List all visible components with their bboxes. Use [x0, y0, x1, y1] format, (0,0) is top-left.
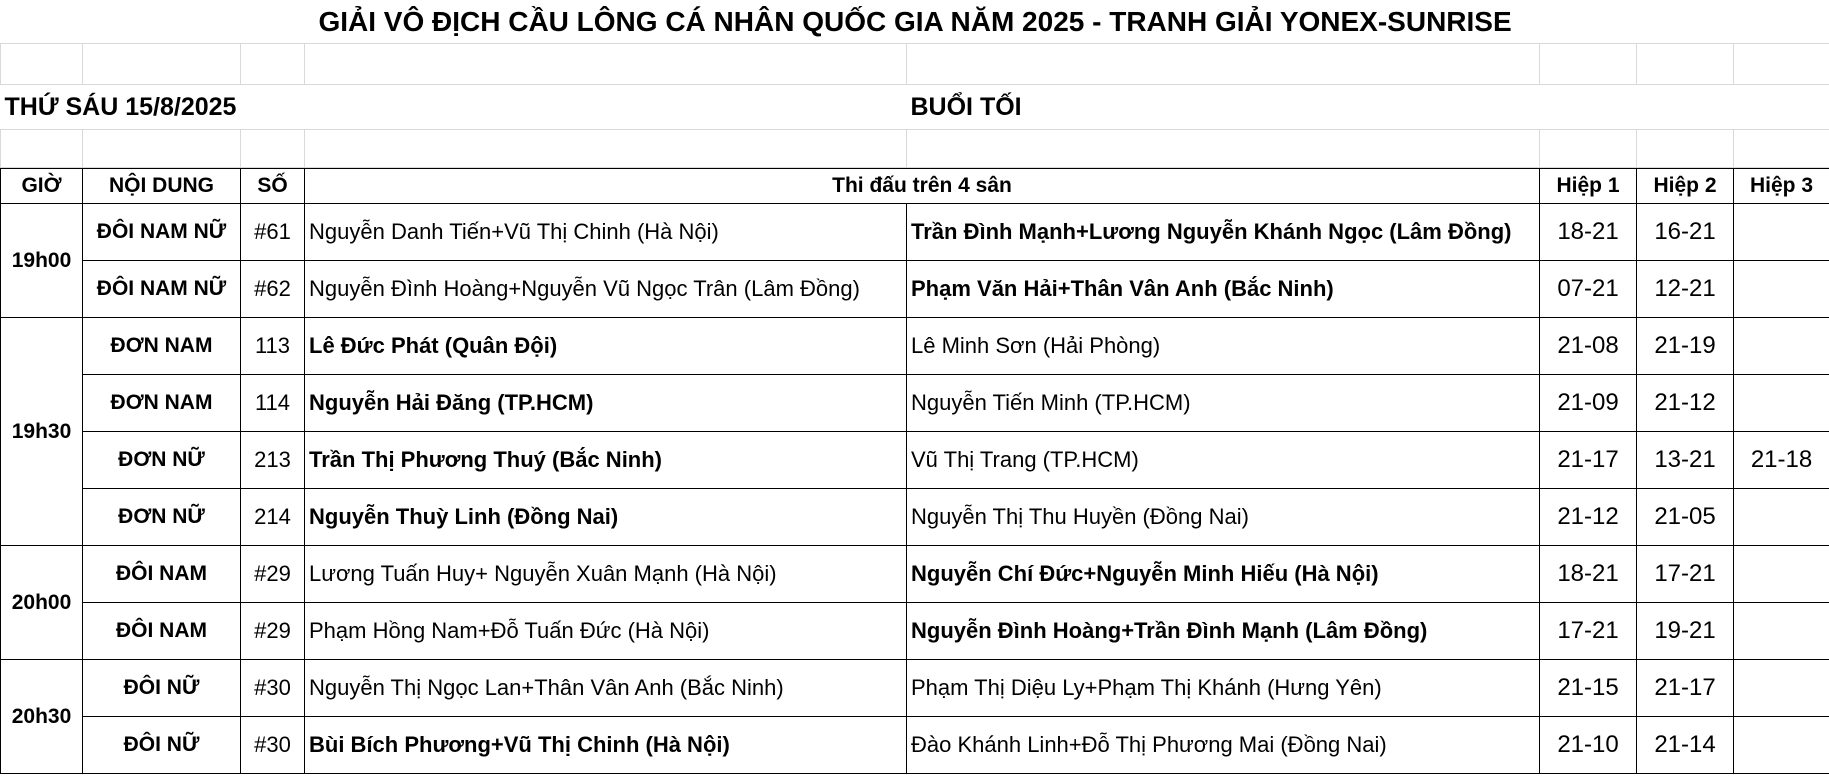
cell[interactable]: [1540, 130, 1637, 168]
cell[interactable]: [83, 130, 241, 168]
match-number[interactable]: #30: [241, 660, 305, 717]
cell[interactable]: [907, 44, 1540, 85]
cell: [305, 85, 907, 130]
player1-cell[interactable]: Nguyễn Danh Tiến+Vũ Thị Chinh (Hà Nội): [305, 204, 907, 261]
cell[interactable]: [305, 130, 907, 168]
set3-score[interactable]: [1734, 717, 1829, 774]
player1-cell[interactable]: Lương Tuấn Huy+ Nguyễn Xuân Mạnh (Hà Nội): [305, 546, 907, 603]
page-title: GIẢI VÔ ĐỊCH CẦU LÔNG CÁ NHÂN QUỐC GIA NĂM 2025 - TRANH GIẢI YONEX-SUNRISE: [318, 5, 1512, 37]
table-row: [1, 204, 1829, 261]
table-row: [1, 375, 1829, 432]
header-area: [0, 0, 1829, 168]
set1-score[interactable]: 21-10: [1540, 717, 1637, 774]
header-set1: Hiệp 1: [1540, 169, 1637, 204]
table-row: [1, 603, 1829, 660]
player2-cell[interactable]: Lê Minh Sơn (Hải Phòng): [907, 318, 1540, 375]
set2-score[interactable]: 12-21: [1637, 261, 1734, 318]
event-cell[interactable]: ĐÔI NỮ: [83, 717, 241, 774]
header-time: GIỜ: [1, 169, 83, 204]
player1-cell[interactable]: Lê Đức Phát (Quân Đội): [305, 318, 907, 375]
player2-cell[interactable]: Vũ Thị Trang (TP.HCM): [907, 432, 1540, 489]
event-cell[interactable]: ĐÔI NAM: [83, 546, 241, 603]
event-cell[interactable]: ĐÔI NAM NỮ: [83, 261, 241, 318]
set1-score[interactable]: 21-17: [1540, 432, 1637, 489]
player1-cell[interactable]: Nguyễn Đình Hoàng+Nguyễn Vũ Ngọc Trân (Lâm Đồng): [305, 261, 907, 318]
set3-score[interactable]: [1734, 318, 1829, 375]
set1-score[interactable]: 18-21: [1540, 204, 1637, 261]
header-set2: Hiệp 2: [1637, 169, 1734, 204]
set1-score[interactable]: 18-21: [1540, 546, 1637, 603]
event-cell[interactable]: ĐƠN NAM: [83, 318, 241, 375]
cell[interactable]: [1734, 44, 1829, 85]
event-cell[interactable]: ĐƠN NỮ: [83, 432, 241, 489]
table-row: [1, 717, 1829, 774]
header-event: NỘI DUNG: [83, 169, 241, 204]
player1-cell[interactable]: Nguyễn Thị Ngọc Lan+Thân Vân Anh (Bắc Ninh): [305, 660, 907, 717]
set1-score[interactable]: 21-15: [1540, 660, 1637, 717]
cell[interactable]: [1637, 130, 1734, 168]
set2-score[interactable]: 21-14: [1637, 717, 1734, 774]
event-cell[interactable]: ĐÔI NAM: [83, 603, 241, 660]
set1-score[interactable]: 17-21: [1540, 603, 1637, 660]
set1-score[interactable]: 07-21: [1540, 261, 1637, 318]
table-header: [1, 169, 1829, 204]
set3-score[interactable]: [1734, 375, 1829, 432]
player2-cell[interactable]: Nguyễn Thị Thu Huyền (Đồng Nai): [907, 489, 1540, 546]
set3-score[interactable]: [1734, 660, 1829, 717]
cell[interactable]: [1, 44, 83, 85]
set3-score[interactable]: [1734, 489, 1829, 546]
player1-cell[interactable]: Phạm Hồng Nam+Đỗ Tuấn Đức (Hà Nội): [305, 603, 907, 660]
event-cell[interactable]: ĐƠN NỮ: [83, 489, 241, 546]
table-row: [1, 660, 1829, 717]
set2-score[interactable]: 21-12: [1637, 375, 1734, 432]
player2-cell[interactable]: Đào Khánh Linh+Đỗ Thị Phương Mai (Đồng Nai): [907, 717, 1540, 774]
player1-cell[interactable]: Nguyễn Hải Đăng (TP.HCM): [305, 375, 907, 432]
time-cell[interactable]: 20h30: [1, 660, 83, 774]
player2-cell[interactable]: Phạm Văn Hải+Thân Vân Anh (Bắc Ninh): [907, 261, 1540, 318]
set3-score[interactable]: [1734, 261, 1829, 318]
match-number[interactable]: #62: [241, 261, 305, 318]
player2-cell[interactable]: Phạm Thị Diệu Ly+Phạm Thị Khánh (Hưng Yên): [907, 660, 1540, 717]
event-cell[interactable]: ĐÔI NỮ: [83, 660, 241, 717]
match-number[interactable]: 214: [241, 489, 305, 546]
set3-score[interactable]: 21-18: [1734, 432, 1829, 489]
player2-cell[interactable]: Nguyễn Đình Hoàng+Trần Đình Mạnh (Lâm Đồng): [907, 603, 1540, 660]
schedule-table: [0, 168, 1829, 774]
cell[interactable]: [241, 130, 305, 168]
player2-cell[interactable]: Trần Đình Mạnh+Lương Nguyễn Khánh Ngọc (Lâm Đồng): [907, 204, 1540, 261]
table-row: [1, 318, 1829, 375]
time-cell[interactable]: 19h00: [1, 204, 83, 318]
table-row: [1, 261, 1829, 318]
header-set3: Hiệp 3: [1734, 169, 1829, 204]
cell[interactable]: [1540, 44, 1637, 85]
player1-cell[interactable]: Nguyễn Thuỳ Linh (Đồng Nai): [305, 489, 907, 546]
table-row: [1, 546, 1829, 603]
set1-score[interactable]: 21-08: [1540, 318, 1637, 375]
cell[interactable]: [83, 44, 241, 85]
set2-score[interactable]: 21-05: [1637, 489, 1734, 546]
time-cell[interactable]: 20h00: [1, 546, 83, 660]
header-courts: Thi đấu trên 4 sân: [305, 169, 1540, 204]
match-number[interactable]: 213: [241, 432, 305, 489]
event-cell[interactable]: ĐÔI NAM NỮ: [83, 204, 241, 261]
set3-score[interactable]: [1734, 603, 1829, 660]
session-label: BUỔI TỐI: [910, 92, 1022, 121]
set2-score[interactable]: 16-21: [1637, 204, 1734, 261]
set1-score[interactable]: 21-09: [1540, 375, 1637, 432]
cell[interactable]: [305, 44, 907, 85]
table-row: [1, 489, 1829, 546]
match-number[interactable]: #29: [241, 603, 305, 660]
set3-score[interactable]: [1734, 204, 1829, 261]
time-cell[interactable]: 19h30: [1, 318, 83, 546]
set2-score[interactable]: 21-17: [1637, 660, 1734, 717]
match-number[interactable]: #61: [241, 204, 305, 261]
match-number[interactable]: #30: [241, 717, 305, 774]
player2-cell[interactable]: Nguyễn Chí Đức+Nguyễn Minh Hiếu (Hà Nội): [907, 546, 1540, 603]
set2-score[interactable]: 19-21: [1637, 603, 1734, 660]
player2-cell[interactable]: Nguyễn Tiến Minh (TP.HCM): [907, 375, 1540, 432]
cell[interactable]: [241, 44, 305, 85]
set2-score[interactable]: 17-21: [1637, 546, 1734, 603]
player1-cell[interactable]: Bùi Bích Phương+Vũ Thị Chinh (Hà Nội): [305, 717, 907, 774]
header-number: SỐ: [241, 169, 305, 204]
match-number[interactable]: 114: [241, 375, 305, 432]
set2-score[interactable]: 21-19: [1637, 318, 1734, 375]
set1-score[interactable]: 21-12: [1540, 489, 1637, 546]
date-label: THỨ SÁU 15/8/2025: [4, 92, 237, 121]
cell[interactable]: [1734, 130, 1829, 168]
cell[interactable]: [907, 130, 1540, 168]
cell[interactable]: [1, 130, 83, 168]
cell[interactable]: [1637, 44, 1734, 85]
match-number[interactable]: #29: [241, 546, 305, 603]
player1-cell[interactable]: Trần Thị Phương Thuý (Bắc Ninh): [305, 432, 907, 489]
match-number[interactable]: 113: [241, 318, 305, 375]
table-row: [1, 432, 1829, 489]
set2-score[interactable]: 13-21: [1637, 432, 1734, 489]
set3-score[interactable]: [1734, 546, 1829, 603]
event-cell[interactable]: ĐƠN NAM: [83, 375, 241, 432]
